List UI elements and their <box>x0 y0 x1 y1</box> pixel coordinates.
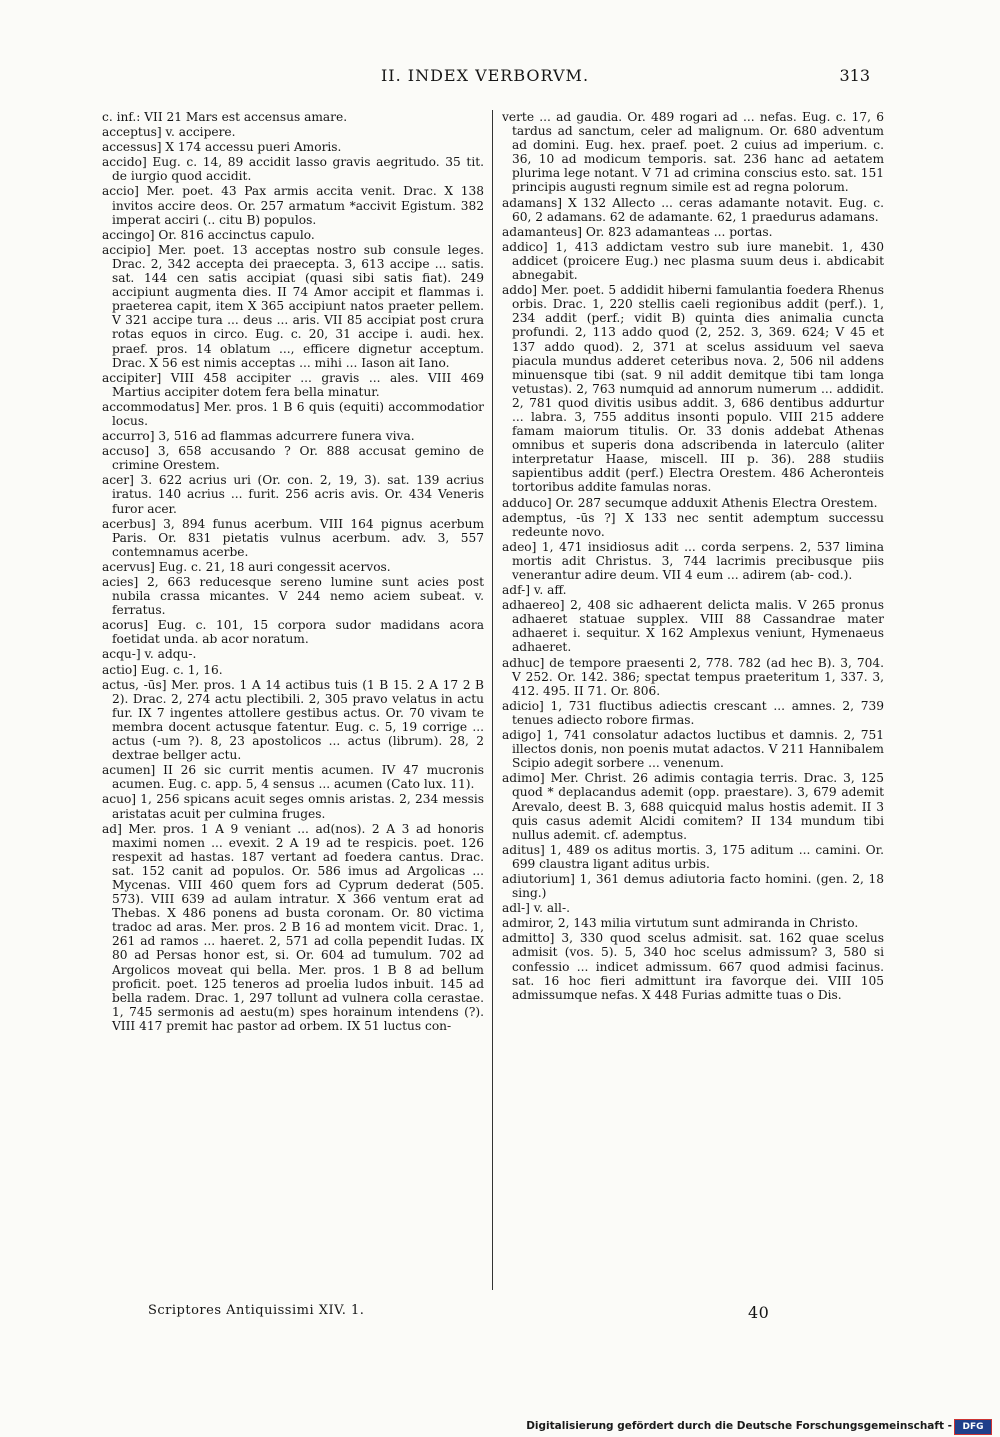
index-entry: actus, -ūs] Mer. pros. 1 A 14 actibus tuis (1 B 15. 2 A 17 2 B 2). Drac. 2, 274 actu plectibili. 2, 305 pravo velatus in actu fur. IX 7 ingentes attollere gestibus actus. Or. 70 vivam te membra docent actusque fatentur. Eug. c. 5, 19 corrige ... actus (-um ?). 8, 23 apostolicos ... actus (librum). 28, 2 dextrae bellger actu. <box>102 677 484 763</box>
index-entry: acqu-] v. adqu-. <box>102 647 197 662</box>
index-entry: admitto] 3, 330 quod scelus admisit. sat. 162 quae scelus admisit (vos. 5). 5, 340 hoc scelus admissum? 3, 580 si confessio ... indicet admissum. 667 quod admisi facinus. sat. 16 hoc fieri admittunt ira favorque dei. VIII 105 admissumque nefas. X 448 Furias admitte tuas o Dis. <box>502 931 884 1002</box>
index-entry: acies] 2, 663 reducesque sereno lumine sunt acies post nubila crassa micantes. V 244 nemo aciem subeat. v. ferratus. <box>102 575 484 618</box>
index-entry: ad] Mer. pros. 1 A 9 veniant ... ad(nos). 2 A 3 ad honoris maximi nomen ... evexit. 2 A 19 ad te respicis. poet. 126 respexit ad hastas. 187 vertant ad foedera cantus. Drac. sat. 152 canit ad populos. Or. 586 imus ad Argolicas ... Mycenas. VIII 460 quem fors ad Cyprum dederat (505. 573). VIII 639 ad aulam intratur. X 366 ventum erat ad Thebas. X 486 ponens ad busta coronam. Or. 80 victima tradoc ad aras. Mer. pros. 2 B 16 ad montem vicit. Drac. 1, 261 ad ramos ... haeret. 2, 571 ad colla pependit Iudas. IX 80 ad Persas honor est, si. Or. 604 ad tumulum. 702 ad Argolicos moveat qui bella. Mer. pros. 1 B 8 ad bellum proficit. poet. 125 teneros ad proelia ludos inbuit. 145 ad bella radem. Drac. 1, 297 tollunt ad vulnera colla cerastae. 1, 745 sermonis ad aestu(m) spes horainum intendens (?). VIII 417 premit hac pastor ad orbem. IX 51 luctus con- <box>102 821 484 1033</box>
index-entry: accido] Eug. c. 14, 89 accidit lasso gravis aegritudo. 35 tit. de iurgio quod accidit. <box>102 155 484 184</box>
index-entry: addo] Mer. poet. 5 addidit hiberni famulantia foedera Rhenus orbis. Drac. 1, 220 stellis caeli regionibus addit (perf.). 1, 234 addit (perf.; vidit B) quinta dies animalia cuncta profundi. 2, 113 addo quod (2, 252. 3, 369. 624; V 45 et 137 addo quod). 2, 371 at scelus assiduum vel saeva piacula mundus adderet ceteribus nova. 2, 506 nil addens minuensque tibi (sat. 9 nil addit demitque tibi tam longa vetustas). 2, 763 numquid ad annorum numerum ... addidit. 2, 781 quod divitis usibus addit. 3, 686 dentibus addurtur ... labra. 3, 755 additus insonti populo. VIII 215 addere famam maiorum titulis. Or. 33 donis addebat Athenas omnibus et superis dona adscribenda in laterculo (aliter interpretatur Haase, miscell. III p. 36). 288 studiis sapientibus addit (perf.) Electra Orestem. 486 Acheronteis tortoribus addite famulas noras. <box>502 283 884 495</box>
index-entry: acumen] II 26 sic currit mentis acumen. IV 47 mucronis acumen. Eug. c. app. 5, 4 sensus ... acumen (Cato lux. 11). <box>102 763 484 792</box>
page-number: 313 <box>839 66 870 85</box>
left-column <box>102 110 484 1300</box>
index-entry: admiror, 2, 143 milia virtutum sunt admiranda in Christo. <box>502 916 859 931</box>
column-divider <box>492 110 493 1290</box>
index-entry: accingo] Or. 816 accinctus capulo. <box>102 227 315 242</box>
signature-mark: 40 <box>748 1303 770 1322</box>
index-entry: accessus] X 174 accessu pueri Amoris. <box>102 140 342 155</box>
index-entry: acuo] 1, 256 spicans acuit seges omnis aristas. 2, 234 messis aristatas acuit per culmina fruges. <box>102 792 484 821</box>
index-entry: acervus] Eug. c. 21, 18 auri congessit acervos. <box>102 559 391 574</box>
page-footer <box>148 1303 788 1321</box>
index-entry: adimo] Mer. Christ. 26 adimis contagia terris. Drac. 3, 125 quod * deplacandus ademit (opp. praestare). 3, 679 ademit Arevalo, deest B. 3, 688 quicquid malus hostis ademit. II 3 quis casus ademit Alcidi comitem? II 134 mundum tibi nullus ademit. cf. ademptus. <box>502 771 884 842</box>
index-entry: actio] Eug. c. 1, 16. <box>102 662 223 677</box>
index-entry: adiutorium] 1, 361 demus adiutoria facto homini. (gen. 2, 18 sing.) <box>502 871 884 901</box>
index-entry: acorus] Eug. c. 101, 15 corpora sudor madidans acora foetidat unda. ab acor noratum. <box>102 618 484 647</box>
index-entry: adhuc] de tempore praesenti 2, 778. 782 (ad hec B). 3, 704. V 252. Or. 142. 386; spectat tempus praeteritum 1, 337. 3, 412. 495. II 71. Or. 806. <box>502 655 884 698</box>
index-entry: adl-] v. all-. <box>502 901 570 916</box>
index-entry: c. inf.: VII 21 Mars est accensus amare. <box>102 110 348 124</box>
index-entry: accommodatus] Mer. pros. 1 B 6 quis (equiti) accommodatior locus. <box>102 399 484 428</box>
right-column <box>502 110 884 1300</box>
index-entry: aditus] 1, 489 os aditus mortis. 3, 175 aditum ... camini. Or. 699 claustra ligant aditus urbis. <box>502 842 884 871</box>
digitization-stamp <box>0 1418 1000 1437</box>
dfg-logo-icon: DFG <box>954 1419 992 1435</box>
index-entry: accio] Mer. poet. 43 Pax armis accita venit. Drac. X 138 invitos accire deos. Or. 257 armatum *accivit Egistum. 382 imperat acciri (.. citu B) populos. <box>102 184 484 227</box>
index-entry: adicio] 1, 731 fluctibus adiectis crescant ... amnes. 2, 739 tenues adiecto robore firmas. <box>502 698 884 727</box>
index-entry: acer] 3. 622 acrius uri (Or. con. 2, 19, 3). sat. 139 acrius iratus. 140 acrius ... furit. 256 acris avis. Or. 434 Veneris furor acer. <box>102 473 484 516</box>
index-entry: acceptus] v. accipere. <box>102 125 236 140</box>
index-entry: ademptus, -ūs ?] X 133 nec sentit ademptum successu redeunte novo. <box>502 510 884 539</box>
index-entry: acerbus] 3, 894 funus acerbum. VIII 164 pignus acerbum Paris. Or. 831 pietatis vulnus acerbum. adv. 3, 557 contemnamus acerbe. <box>102 516 484 559</box>
index-entry: addico] 1, 413 addictam vestro sub iure manebit. 1, 430 addicet (proicere Eug.) nec plasma suum deus i. abdicabit abnegabit. <box>502 239 884 283</box>
index-entry: accipio] Mer. poet. 13 acceptas nostro sub consule leges. Drac. 2, 342 accepta dei praecepta. 3, 613 accipe ... satis. sat. 144 cen satis accipiat (quasi sibi satis fiat). 249 accipiunt augmenta dies. II 74 Amor accipit et flammas i. praeterea capit, item X 365 accipiunt natos praeter pellem. V 321 accipe tura ... deus ... aris. VII 85 accipiat post crura rotas equos in circo. Eug. c. 20, 31 accipe i. audi. hex. praef. pros. 14 oblatum ..., efficere dignetur acceptum. Drac. X 56 est nimis acceptas ... mihi ... Iason ait Iano. <box>102 242 484 370</box>
series-title: Scriptores Antiquissimi XIV. 1. <box>148 1303 365 1318</box>
page-header <box>100 66 870 90</box>
index-entry: accuso] 3, 658 accusando ? Or. 888 accusat gemino de crimine Orestem. <box>102 444 484 473</box>
running-head: II. INDEX VERBORVM. <box>380 66 590 85</box>
index-entry: adamanteus] Or. 823 adamanteas ... portas. <box>502 224 773 239</box>
index-entry: adhaereo] 2, 408 sic adhaerent delicta malis. V 265 pronus adhaeret statuae supplex. VIII 88 Cassandrae mater adhaeret i. sequitur. X 162 Amplexus veniunt, Hymenaeus adhaeret. <box>502 598 884 655</box>
index-entry: accurro] 3, 516 ad flammas adcurrere funera viva. <box>102 429 415 444</box>
index-entry: adeo] 1, 471 insidiosus adit ... corda serpens. 2, 537 limina mortis adit Christus. 3, 744 lacrimis precibusque piis venerantur adire deum. VII 4 eum ... adirem (ab- cod.). <box>502 539 884 582</box>
stamp-text: Digitalisierung gefördert durch die Deutsche Forschungsgemeinschaft - <box>526 1420 952 1432</box>
index-entry: adigo] 1, 741 consolatur adactos luctibus et damnis. 2, 751 illectos donis, non poenis mutat adactos. V 211 Hannibalem Scipio adegit sorbere ... venenum. <box>502 728 884 771</box>
index-entry: adf-] v. aff. <box>502 583 567 598</box>
index-entry: adduco] Or. 287 secumque adduxit Athenis Electra Orestem. <box>502 495 878 510</box>
index-entry: verte ... ad gaudia. Or. 489 rogari ad ... nefas. Eug. c. 17, 6 tardus ad sanctum, celer ad malignum. Or. 680 adventum ad domini. Eug. hex. praef. poet. 2 cuius ad imperium. c. 36, 10 ad modicum temporis. sat. 236 hanc ad aetatem plurima lege notant. V 71 ad crimina conscius esto. sat. 151 principis augusti regnum simile est ad regna polorum. <box>502 110 884 195</box>
index-entry: adamans] X 132 Allecto ... ceras adamante notavit. Eug. c. 60, 2 adamans. 62 de adamante. 62, 1 praedurus adamans. <box>502 195 884 224</box>
index-entry: accipiter] VIII 458 accipiter ... gravis ... ales. VIII 469 Martius accipiter dotem fera bella minatur. <box>102 370 484 399</box>
